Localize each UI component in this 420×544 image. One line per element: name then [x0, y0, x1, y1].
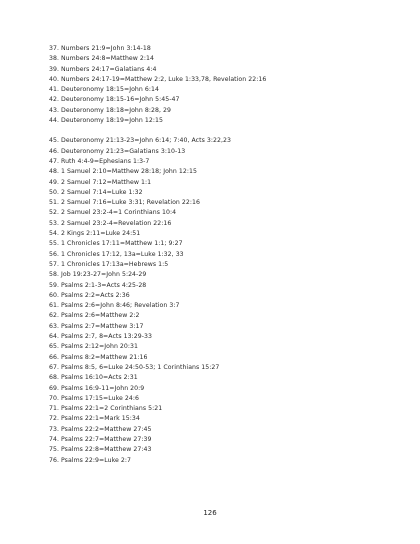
prophecy-line: 59. Psalms 2:1-3=Acts 4:25-28	[49, 281, 147, 289]
prophecy-line: 43. Deuteronomy 18:18=John 8:28, 29	[49, 106, 171, 114]
prophecy-line: 41. Deuteronomy 18:15=John 6:14	[49, 86, 159, 94]
prophecy-line: 54. 2 Kings 2:11=Luke 24:51	[49, 230, 141, 238]
prophecy-line: 53. 2 Samuel 23:2-4=Revelation 22:16	[49, 219, 172, 227]
prophecy-line: 42. Deuteronomy 18:15-16=John 5:45-47	[49, 96, 180, 104]
prophecy-line: 65. Psalms 2:12=John 20:31	[49, 343, 139, 351]
prophecy-line: 39. Numbers 24:17=Galatians 4:4	[49, 65, 157, 73]
prophecy-line: 76. Psalms 22:9=Luke 2:7	[49, 456, 132, 464]
prophecy-line: 52. 2 Samuel 23:2-4=1 Corinthians 10:4	[49, 209, 177, 217]
prophecy-line: 71. Psalms 22:1=2 Corinthians 5:21	[49, 405, 163, 413]
prophecy-line: 50. 2 Samuel 7:14=Luke 1:32	[49, 188, 143, 196]
prophecy-list	[49, 44, 409, 466]
page-number: 126	[203, 509, 217, 517]
prophecy-line: 49. 2 Samuel 7:12=Matthew 1:1	[49, 178, 152, 186]
prophecy-line: 73. Psalms 22:2=Matthew 27:45	[49, 425, 152, 433]
prophecy-line: 47. Ruth 4:4-9=Ephesians 1:3-7	[49, 157, 150, 165]
prophecy-line: 61. Psalms 2:6=John 8:46; Revelation 3:7	[49, 302, 180, 310]
prophecy-line: 56. 1 Chronicles 17:12, 13a=Luke 1:32, 33	[49, 250, 184, 258]
prophecy-line: 72. Psalms 22:1=Mark 15:34	[49, 415, 140, 423]
prophecy-line: 75. Psalms 22:8=Matthew 27:43	[49, 446, 152, 454]
prophecy-line: 67. Psalms 8:5, 6=Luke 24:50-53; 1 Corinthians 15:27	[49, 363, 220, 371]
prophecy-line: 70. Psalms 17:15=Luke 24:6	[49, 394, 139, 402]
prophecy-line: 48. 1 Samuel 2:10=Matthew 28:18; John 12:15	[49, 168, 197, 176]
prophecy-line: 60. Psalms 2:2=Acts 2:36	[49, 291, 130, 299]
prophecy-line: 57. 1 Chronicles 17:13a=Hebrews 1:5	[49, 260, 169, 268]
prophecy-line: 51. 2 Samuel 7:16=Luke 3:31; Revelation 22:16	[49, 199, 200, 207]
prophecy-line: 63. Psalms 2:7=Matthew 3:17	[49, 322, 144, 330]
prophecy-block-2	[49, 136, 409, 466]
prophecy-line: 38. Numbers 24:8=Matthew 2:14	[49, 55, 155, 63]
prophecy-line: 58. Job 19:23-27=John 5:24-29	[49, 271, 147, 279]
prophecy-block-1	[49, 44, 409, 126]
prophecy-line: 46. Deuteronomy 21:23=Galatians 3:10-13	[49, 147, 186, 155]
prophecy-line: 66. Psalms 8:2=Matthew 21:16	[49, 353, 148, 361]
prophecy-line: 74. Psalms 22:7=Matthew 27:39	[49, 435, 152, 443]
prophecy-line: 69. Psalms 16:9-11=John 20:9	[49, 384, 145, 392]
prophecy-line: 45. Deuteronomy 21:13-23=John 6:14; 7:40, Acts 3:22,23	[49, 137, 231, 145]
prophecy-line: 44. Deuteronomy 18:19=John 12:15	[49, 117, 163, 125]
block-gap	[49, 126, 409, 136]
prophecy-line: 64. Psalms 2:7, 8=Acts 13:29-33	[49, 333, 153, 341]
prophecy-line: 40. Numbers 24:17-19=Matthew 2:2, Luke 1:33,78, Revelation 22:16	[49, 75, 267, 83]
prophecy-line: 68. Psalms 16:10=Acts 2:31	[49, 374, 138, 382]
prophecy-line: 37. Numbers 21:9=John 3:14-18	[49, 45, 151, 52]
prophecy-line: 62. Psalms 2:6=Matthew 2:2	[49, 312, 140, 320]
prophecy-line: 55. 1 Chronicles 17:11=Matthew 1:1; 9:27	[49, 240, 183, 248]
